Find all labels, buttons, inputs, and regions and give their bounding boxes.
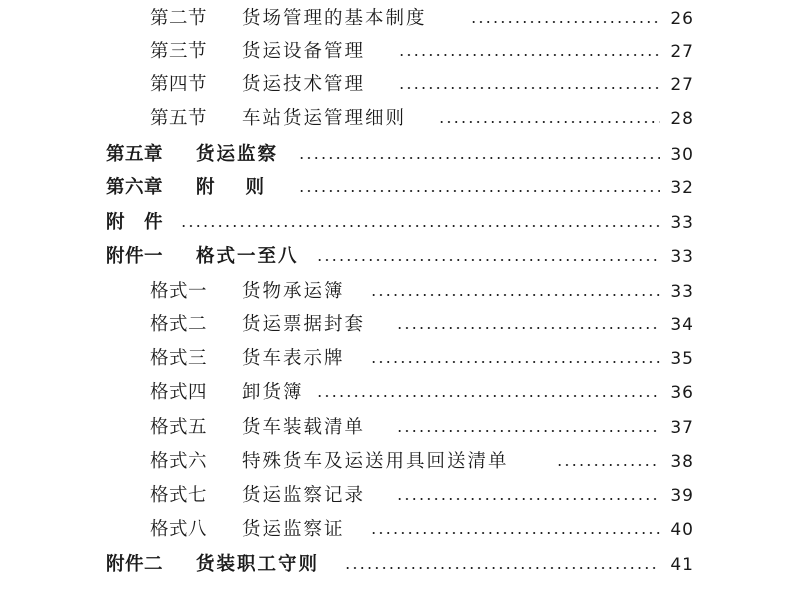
toc-entry-page: 38 [670, 451, 694, 472]
toc-dot-leader [298, 157, 660, 159]
toc-entry [0, 103, 800, 135]
toc-entry-number: 格式三 [150, 347, 208, 369]
toc-entry-title: 货运技术管理 [242, 73, 366, 95]
toc-entry [0, 343, 800, 375]
toc-dot-leader [298, 190, 660, 192]
toc-entry [0, 377, 800, 409]
toc-entry-number: 附件一 [106, 245, 164, 267]
toc-dot-leader [370, 532, 660, 534]
toc-entry [0, 207, 800, 239]
toc-entry-title: 货物承运簿 [242, 280, 345, 302]
toc-entry [0, 3, 800, 35]
toc-entry-page: 35 [670, 348, 694, 369]
toc-entry-number: 格式八 [150, 518, 208, 540]
toc-entry-title: 货运监察 [196, 143, 279, 165]
toc-entry-page: 33 [670, 281, 694, 302]
toc-entry [0, 139, 800, 171]
toc-entry [0, 36, 800, 68]
toc-dot-leader [398, 87, 660, 89]
toc-entry-number: 格式四 [150, 381, 208, 403]
toc-entry-title: 附 则 [196, 176, 266, 198]
toc-entry-number: 第二节 [150, 7, 208, 29]
toc-entry-page: 34 [670, 314, 694, 335]
toc-entry-number: 附件二 [106, 553, 164, 575]
toc-entry [0, 480, 800, 512]
toc-entry-page: 30 [670, 144, 694, 165]
toc-dot-leader [470, 21, 660, 23]
toc-entry [0, 549, 800, 581]
toc-entry-number: 附 件 [106, 211, 164, 233]
toc-entry [0, 241, 800, 273]
toc-entry-number: 第五章 [106, 143, 164, 165]
toc-entry-page: 27 [670, 74, 694, 95]
toc-entry-title: 特殊货车及运送用具回送清单 [242, 450, 509, 472]
toc-entry-number: 第五节 [150, 107, 208, 129]
toc-entry-number: 格式六 [150, 450, 208, 472]
toc-dot-leader [344, 567, 660, 569]
toc-entry-page: 27 [670, 41, 694, 62]
toc-entry-number: 格式二 [150, 313, 208, 335]
toc-entry [0, 172, 800, 204]
toc-entry-number: 格式七 [150, 484, 208, 506]
toc-entry-title: 货车表示牌 [242, 347, 345, 369]
toc-entry-title: 车站货运管理细则 [242, 107, 407, 129]
toc-entry [0, 446, 800, 478]
toc-dot-leader [438, 121, 660, 123]
toc-entry-number: 第四节 [150, 73, 208, 95]
toc-entry-page: 26 [670, 8, 694, 29]
toc-entry-title: 货运监察记录 [242, 484, 366, 506]
toc-entry [0, 69, 800, 101]
toc-entry-title: 卸货簿 [242, 381, 304, 403]
toc-dot-leader [370, 361, 660, 363]
toc-entry-title: 货运设备管理 [242, 40, 366, 62]
toc-entry-number: 格式五 [150, 416, 208, 438]
toc-entry-page: 39 [670, 485, 694, 506]
toc-entry-page: 36 [670, 382, 694, 403]
toc-entry-page: 37 [670, 417, 694, 438]
toc-entry-title: 货运监察证 [242, 518, 345, 540]
toc-entry [0, 412, 800, 444]
toc-dot-leader [370, 294, 660, 296]
toc-entry-title: 格式一至八 [196, 245, 299, 267]
toc-dot-leader [316, 259, 660, 261]
toc-entry [0, 309, 800, 341]
toc-entry-title: 货场管理的基本制度 [242, 7, 427, 29]
toc-entry-page: 33 [670, 246, 694, 267]
toc-entry-title: 货运票据封套 [242, 313, 366, 335]
toc-entry-number: 第三节 [150, 40, 208, 62]
toc-entry [0, 276, 800, 308]
toc-dot-leader [396, 430, 660, 432]
toc-entry-page: 28 [670, 108, 694, 129]
toc-entry-number: 格式一 [150, 280, 208, 302]
toc-dot-leader [316, 395, 660, 397]
toc-entry-number: 第六章 [106, 176, 164, 198]
toc-dot-leader [396, 498, 660, 500]
toc-dot-leader [398, 54, 660, 56]
toc-entry-page: 41 [670, 554, 694, 575]
toc-dot-leader [396, 327, 660, 329]
toc-entry-title: 货装职工守则 [196, 553, 320, 575]
toc-dot-leader [556, 464, 660, 466]
toc-entry-page: 32 [670, 177, 694, 198]
toc-entry [0, 514, 800, 546]
toc-entry-page: 33 [670, 212, 694, 233]
toc-entry-title: 货车装载清单 [242, 416, 366, 438]
toc-entry-page: 40 [670, 519, 694, 540]
toc-dot-leader [180, 225, 660, 227]
